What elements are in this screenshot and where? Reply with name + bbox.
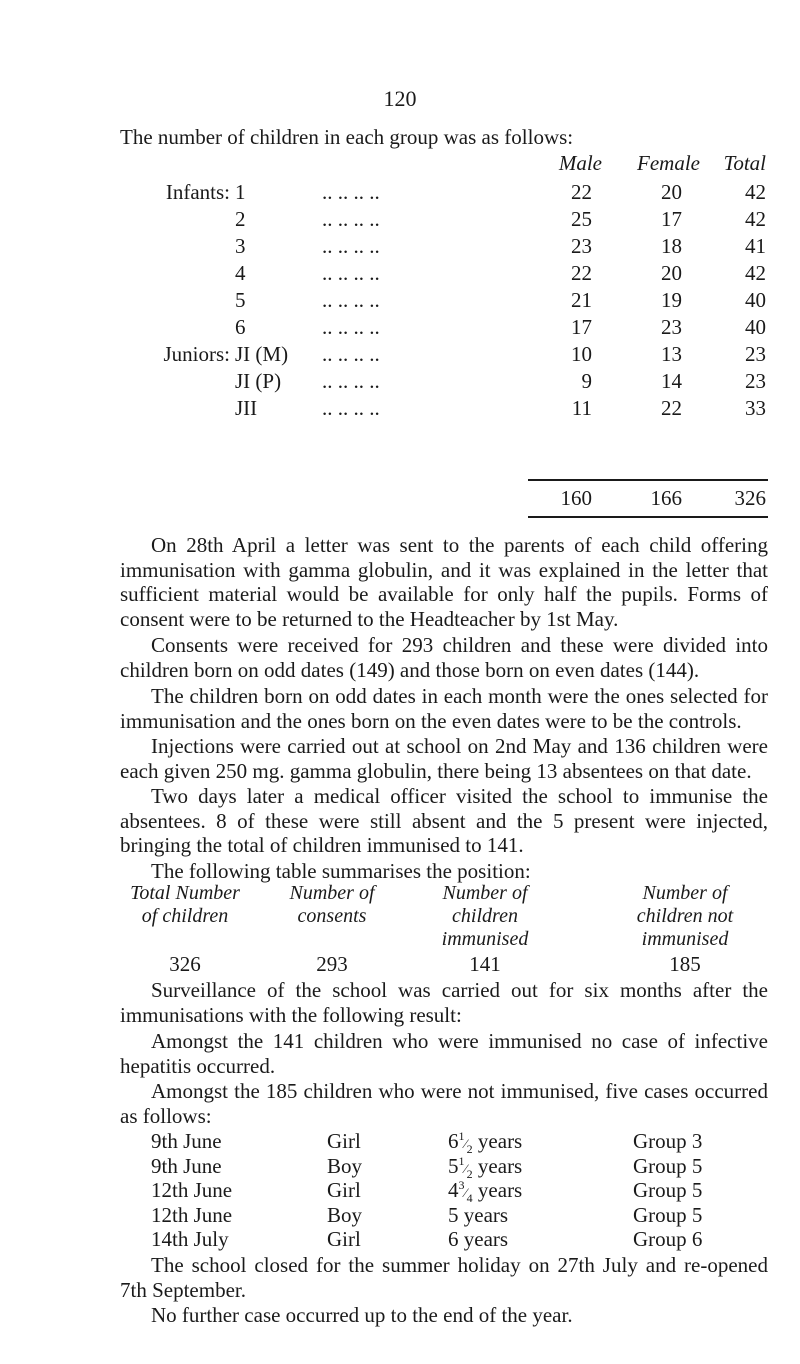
paragraph-immunised-result: Amongst the 141 children who were immunised no case of infective hepatitis occurred. [120,1029,768,1078]
case-group: Group 6 [633,1227,703,1251]
case-sex: Boy [327,1153,363,1178]
row-category: Infants: [165,180,230,204]
case-age-fraction-denominator: 4 [466,1191,473,1206]
paragraph-letter: On 28th April a letter was sent to the parents of each child offering immunisation with gamma globulin, and it was explained in the letter that sufficient material would be available for only half the pupils. Forms of consent were to be returned to the Headteacher by 1st May. [120,533,768,631]
cell-total: 40 [745,315,766,339]
case-date: 14th July [151,1227,229,1251]
cell-male: 25 [571,207,592,231]
cell-female: 19 [661,288,682,312]
cell-female: 17 [661,207,682,231]
cell-male: 21 [571,288,592,312]
summary-header-immunised: Number of children immunised [441,882,529,950]
row-label: JI (P) [235,369,282,393]
row-leader-dots: .. .. .. .. [322,288,380,312]
paragraph-surveillance: Surveillance of the school was carried out for six months after the immunisations with the following result: [120,978,768,1027]
header-male: Male [558,151,602,175]
paragraph-no-further: No further case occurred up to the end of the year. [151,1303,573,1327]
row-label: 2 [235,207,246,231]
case-age-unit: years [477,1153,523,1178]
case-age-whole: 6 [448,1227,459,1251]
cell-total: 23 [745,369,766,393]
case-age-fraction-denominator: 2 [466,1142,473,1157]
cell-female: 13 [661,342,682,366]
summary-header-consents: Number of consents [289,882,375,927]
row-label: 6 [235,315,246,339]
case-age-unit: years [477,1178,523,1202]
cell-total: 42 [745,180,766,204]
cell-male: 22 [571,180,592,204]
case-date: 9th June [151,1153,222,1178]
case-age-fraction-numerator: 3 [458,1178,465,1192]
case-sex: Boy [327,1202,363,1227]
total-female: 166 [650,486,682,510]
cell-male: 17 [571,315,592,339]
row-leader-dots: .. .. .. .. [322,180,380,204]
row-label: 4 [235,261,246,285]
row-category: Juniors: [163,342,230,366]
cell-total: 41 [745,234,766,258]
paragraph-consents: Consents were received for 293 children and these were divided into children born on odd dates (149) and those born on even dates (144). [120,633,768,682]
cell-male: 22 [571,261,592,285]
row-label: 5 [235,288,246,312]
summary-header-not-immunised: Number of children not immunised [636,882,734,950]
case-age [448,1227,508,1252]
row-label: 1 [235,180,246,204]
case-age: $6^1⁄_2$ years [448,1129,523,1157]
row-leader-dots: .. .. .. .. [322,207,380,231]
case-age-whole: 5 [448,1202,459,1227]
paragraph-selection: The children born on odd dates in each month were the ones selected for immunisation and the ones born on the even dates were to be the controls. [120,684,768,733]
intro-text: The number of children in each group was as follows: [120,125,574,149]
case-date: 12th June [151,1202,233,1227]
case-age-unit: years [463,1227,509,1251]
cell-female: 20 [661,180,682,204]
case-age-fraction-denominator: 2 [466,1166,473,1181]
summary-header-total: Total Number of children [130,882,240,927]
case-sex: Girl [327,1129,361,1153]
case-age-unit: years [463,1202,509,1227]
case-group: Group 3 [633,1129,703,1153]
case-group: Group 5 [633,1202,703,1227]
paragraph-absentees: Two days later a medical officer visited the school to immunise the absentees. 8 of these were still absent and the 5 present were injected, bringing the total of children immunised to 141. [120,784,768,857]
header-female: Female [637,151,700,175]
row-leader-dots: .. .. .. .. [322,342,380,366]
case-age-whole: 6 [448,1129,459,1153]
cell-male: 9 [581,369,592,393]
cell-male: 11 [571,396,592,420]
header-total: Total [723,151,766,175]
row-label: 3 [235,234,246,258]
cell-female: 22 [661,396,682,420]
summary-value-immunised: 141 [469,952,501,976]
cell-male: 23 [571,234,592,258]
case-date: 12th June [151,1178,233,1202]
cell-total: 40 [745,288,766,312]
row-leader-dots: .. .. .. .. [322,369,380,393]
cell-female: 18 [661,234,682,258]
case-sex: Girl [327,1178,361,1202]
case-age: $5^1⁄_2$ years [448,1153,523,1181]
paragraph-summary-intro: The following table summarises the position: [151,859,531,883]
case-sex: Girl [327,1227,361,1251]
case-age-fraction-numerator: 1 [458,1153,465,1168]
cell-female: 14 [661,369,682,393]
case-age-whole: 5 [448,1153,459,1178]
paragraph-not-immunised-result: Amongst the 185 children who were not immunised, five cases occurred as follows: [120,1079,768,1128]
row-leader-dots: .. .. .. .. [322,234,380,258]
cell-total: 33 [745,396,766,420]
summary-value-total: 326 [169,952,201,976]
cell-male: 10 [571,342,592,366]
case-age-whole: 4 [448,1178,459,1202]
total-total: 326 [734,486,766,510]
case-date: 9th June [151,1129,222,1153]
row-leader-dots: .. .. .. .. [322,396,380,420]
case-group: Group 5 [633,1178,703,1202]
case-group: Group 5 [633,1153,703,1178]
total-male: 160 [560,486,592,510]
cell-female: 20 [661,261,682,285]
row-label: JI (M) [235,342,289,366]
summary-value-not-immunised: 185 [669,952,701,976]
row-leader-dots: .. .. .. .. [322,315,380,339]
row-label: JII [235,396,258,420]
case-age-fraction-numerator: 1 [458,1129,465,1143]
summary-value-consents: 293 [316,952,348,976]
page-number: 120 [383,86,417,111]
cell-total: 42 [745,207,766,231]
case-age-unit: years [477,1129,523,1153]
row-leader-dots: .. .. .. .. [322,261,380,285]
paragraph-school-closed: The school closed for the summer holiday on 27th July and re-opened 7th September. [120,1253,768,1302]
cell-female: 23 [661,315,682,339]
cell-total: 23 [745,342,766,366]
case-age: $4^3⁄_4$ years [448,1178,523,1206]
cell-total: 42 [745,261,766,285]
case-age [448,1203,508,1228]
paragraph-injections: Injections were carried out at school on 2nd May and 136 children were each given 250 mg. gamma globulin, there being 13 absentees on that date. [120,734,768,783]
totals-rule-bottom [528,516,768,518]
totals-rule-top [528,479,768,481]
